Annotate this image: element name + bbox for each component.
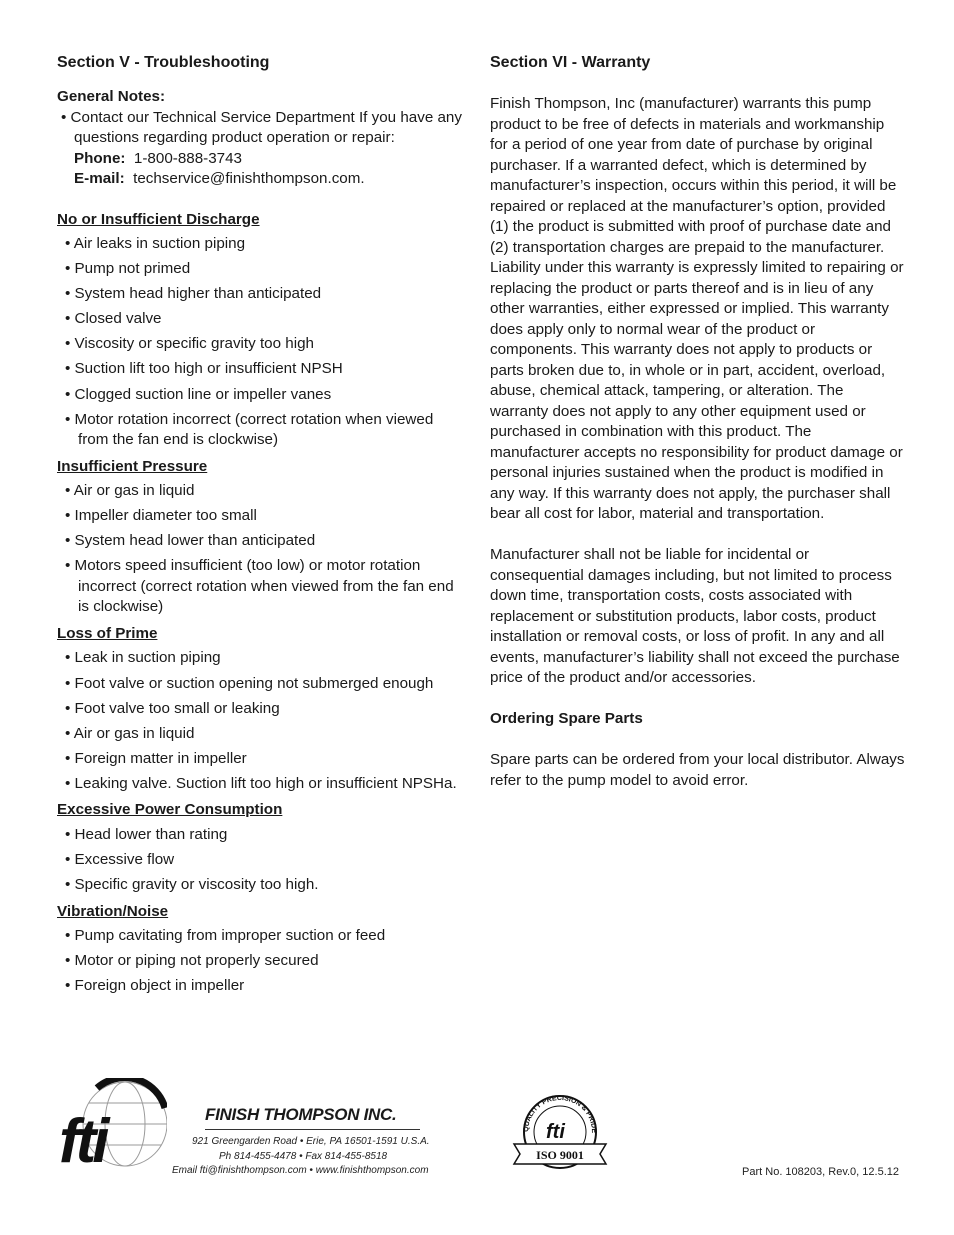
- section-heading: No or Insufficient Discharge: [57, 210, 260, 228]
- list-item: • Pump not primed: [65, 259, 467, 280]
- section-heading: Excessive Power Consumption: [57, 801, 283, 819]
- company-email-web: Email fti@finishthompson.com • www.finishthompson.com: [172, 1165, 429, 1176]
- general-notes-title: General Notes:: [57, 88, 166, 105]
- fti-logo-text: fti: [59, 1107, 106, 1176]
- list-item: • System head lower than anticipated: [65, 531, 467, 552]
- list-item: • Motor rotation incorrect (correct rotation when viewed from the fan end is clockwise): [65, 410, 467, 451]
- list-item: • Specific gravity or viscosity too high.: [65, 875, 467, 896]
- list-item: • Pump cavitating from improper suction or feed: [65, 926, 467, 947]
- list-item: • Suction lift too high or insufficient NPSH: [65, 359, 467, 380]
- list-item: • Foot valve or suction opening not submerged enough: [65, 674, 467, 695]
- troubleshooting-sections: [57, 210, 467, 997]
- phone-label: Phone:: [74, 149, 126, 167]
- section-list: [57, 234, 467, 451]
- email-line: [57, 169, 467, 190]
- seal-arc-text: QUALITY PRECISION & PRIDE: [522, 1094, 598, 1134]
- list-item: • Leak in suction piping: [65, 648, 467, 669]
- company-divider: [205, 1129, 420, 1130]
- list-item: • Air or gas in liquid: [65, 724, 467, 745]
- ordering-spare-parts-title: Ordering Spare Parts: [490, 710, 643, 727]
- section-list: [57, 481, 467, 618]
- email-label: E-mail:: [74, 170, 125, 187]
- list-item: • Clogged suction line or impeller vanes: [65, 385, 467, 406]
- warranty-column: [490, 52, 905, 812]
- company-address: 921 Greengarden Road • Erie, PA 16501-1591 U.S.A.: [192, 1136, 430, 1147]
- list-item: • Excessive flow: [65, 850, 467, 871]
- warranty-paragraph-2: Manufacturer shall not be liable for incidental or consequential damages including, but not limited to process down time, transportation costs, costs associated with replacement or substitution products, labor costs, product installation or removal costs, or loss of profit. In any and all events, manufacturer’s liability shall not exceed the purchase price of the product and/or accessories.: [490, 546, 900, 686]
- list-item: • Motors speed insufficient (too low) or motor rotation incorrect (correct rotation when viewed from the fan end is clockwise): [65, 556, 467, 618]
- list-item: • Air leaks in suction piping: [65, 234, 467, 255]
- seal-logo-text: fti: [546, 1121, 565, 1143]
- list-item: • Air or gas in liquid: [65, 481, 467, 502]
- list-item: • Impeller diameter too small: [65, 506, 467, 527]
- list-item: • Foot valve too small or leaking: [65, 699, 467, 720]
- phone-line: [57, 149, 467, 170]
- list-item: • Closed valve: [65, 309, 467, 330]
- warranty-title: Section VI - Warranty: [490, 54, 651, 71]
- list-item: • Head lower than rating: [65, 825, 467, 846]
- company-name: FINISH THOMPSON INC.: [205, 1105, 397, 1124]
- iso-banner-text: ISO 9001: [536, 1148, 584, 1162]
- section-heading: Vibration/Noise: [57, 902, 169, 920]
- general-notes-text-cont: questions regarding product operation or repair:: [74, 129, 395, 146]
- list-item: • Motor or piping not properly secured: [65, 951, 467, 972]
- company-phone-fax: Ph 814-455-4478 • Fax 814-455-8518: [219, 1151, 388, 1162]
- section-list: [57, 825, 467, 896]
- fti-logo: [57, 1078, 167, 1178]
- iso-9001-seal: [510, 1092, 610, 1170]
- list-item: • Leaking valve. Suction lift too high or insufficient NPSHa.: [65, 774, 467, 795]
- section-heading: Loss of Prime: [57, 624, 158, 642]
- section-list: [57, 926, 467, 997]
- warranty-paragraph-1: Finish Thompson, Inc (manufacturer) warrants this pump product to be free of defects in materials and workmanship for a period of one year from date of purchase by original purchaser. If a warranted defect, which is determined by manufacturer’s inspection, occurs within this period, it will be repaired or replaced at the manufacturer’s option, provided (1) the product is submitted with proof of purchase date and (2) transportation charges are prepaid to the manufacturer. Liability under this warranty is expressly limited to repairing or replacing the product or parts thereof and is in lieu of any other warranties, either expressed or implied. This warranty does apply only to normal wear of the product or components. This warranty does not apply to products or parts broken due to, in whole or in part, accident, overload, abuse, chemical attack, tampering, or alteration. The warranty does not apply to any other equipment used or purchased in combination with this product. The manufacturer accepts no responsibility for product damage or personal injuries sustained when the product is modified in any way. If this warranty does not apply, the purchaser shall bear all cost for labor, material and transportation.: [490, 95, 904, 522]
- email-value: techservice@finishthompson.com.: [133, 170, 365, 187]
- list-item: • Foreign object in impeller: [65, 976, 467, 997]
- general-notes-text: • Contact our Technical Service Department If you have any: [61, 108, 462, 126]
- ordering-spare-parts-text: Spare parts can be ordered from your local distributor. Always refer to the pump model to avoid error.: [490, 751, 905, 789]
- part-number: Part No. 108203, Rev.0, 12.5.12: [742, 1166, 899, 1178]
- troubleshooting-title: Section V - Troubleshooting: [57, 54, 270, 71]
- section-list: [57, 648, 467, 794]
- list-item: • Foreign matter in impeller: [65, 749, 467, 770]
- list-item: • Viscosity or specific gravity too high: [65, 334, 467, 355]
- phone-value: 1-800-888-3743: [133, 149, 243, 167]
- section-heading: Insufficient Pressure: [57, 457, 208, 475]
- list-item: • System head higher than anticipated: [65, 284, 467, 305]
- troubleshooting-column: [57, 52, 467, 1003]
